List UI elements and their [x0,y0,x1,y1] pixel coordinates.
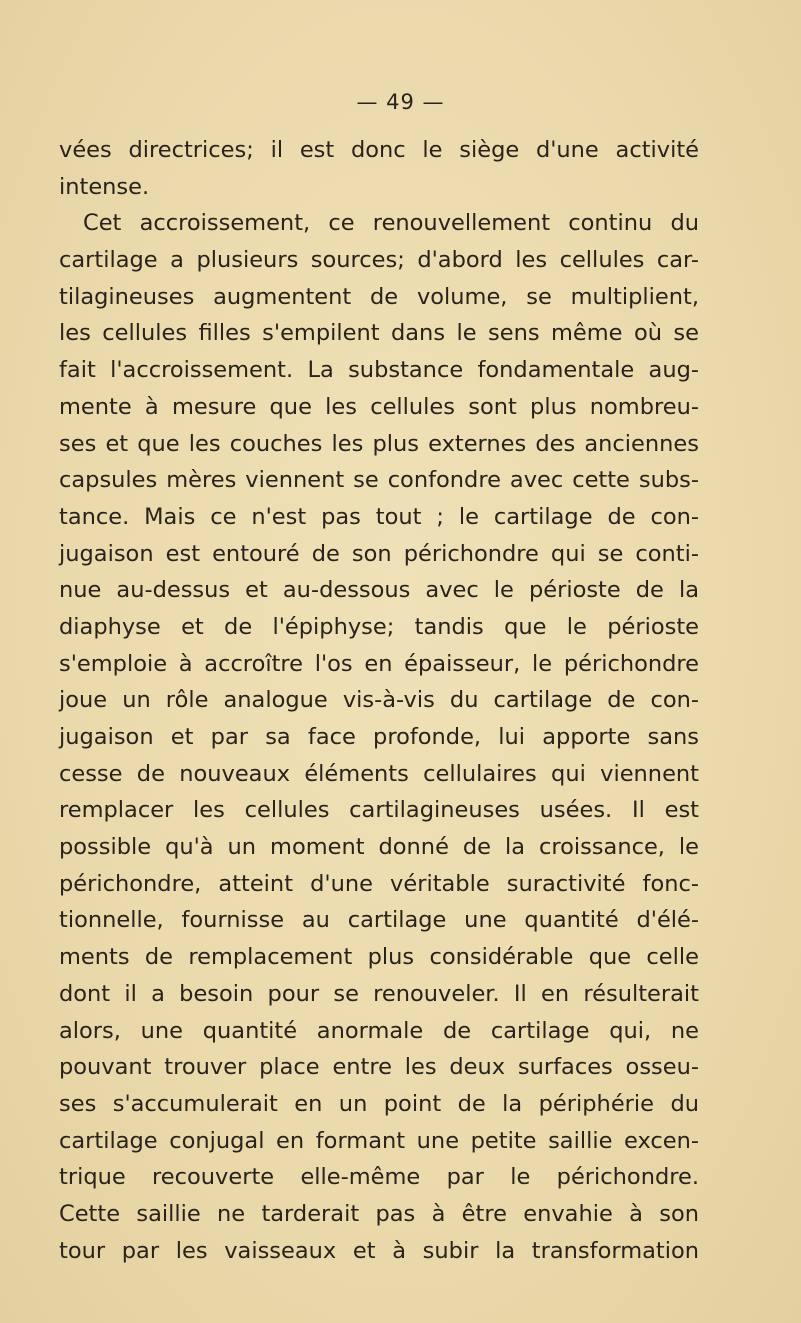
body-text [59,132,699,1269]
text-line: dont il a besoin pour se renouveler. Il en résulterait [59,980,699,1007]
text-line: possible qu'à un moment donné de la croissance, le [59,834,699,861]
text-line: fait l'accroissement. La substance fondamentale aug- [59,357,699,384]
text-line: ses et que les couches les plus externes des anciennes [59,430,699,457]
text-line: alors, une quantité anormale de cartilage qui, ne [59,1017,699,1044]
page-number: — 49 — [356,90,445,114]
text-line: joue un rôle analogue vis-à-vis du cartilage de con- [59,687,699,714]
text-line: périchondre, atteint d'une véritable suractivité fonc- [59,870,699,897]
text-line: ses s'accumulerait en un point de la périphérie du [59,1090,699,1117]
text-line: s'emploie à accroître l'os en épaisseur, le périchondre [59,650,699,677]
text-line: les cellules filles s'empilent dans le sens même où se [59,320,699,347]
text-line: cesse de nouveaux éléments cellulaires qui viennent [59,760,699,787]
text-line: jugaison et par sa face profonde, lui apporte sans [59,724,699,750]
text-line: Cet accroissement, ce renouvellement continu du [83,210,699,237]
text-line: Cette saillie ne tarderait pas à être envahie à son [59,1200,699,1227]
text-line: pouvant trouver place entre les deux surfaces osseu- [59,1054,699,1081]
text-line: tionnelle, fournisse au cartilage une quantité d'élé- [59,907,699,934]
text-line: tour par les vaisseaux et à subir la transformation [59,1237,699,1264]
text-line: jugaison est entouré de son périchondre qui se conti- [59,540,699,567]
text-line: diaphyse et de l'épiphyse; tandis que le périoste [59,613,699,640]
text-line: intense. [59,173,150,200]
text-line: tance. Mais ce n'est pas tout ; le cartilage de con- [59,503,699,530]
text-line: tilagineuses augmentent de volume, se multiplient, [59,283,699,310]
text-line: trique recouverte elle-même par le périchondre. [59,1164,699,1191]
text-line: ments de remplacement plus considérable que celle [59,944,699,971]
text-line: cartilage conjugal en formant une petite saillie excen- [59,1127,699,1154]
text-line: remplacer les cellules cartilagineuses usées. Il est [59,797,699,824]
text-line: nue au-dessus et au-dessous avec le périoste de la [59,577,699,604]
text-line: mente à mesure que les cellules sont plus nombreu- [59,393,699,420]
text-line: cartilage a plusieurs sources; d'abord les cellules car- [59,247,699,274]
text-line: vées directrices; il est donc le siège d'une activité [59,137,699,163]
text-line: capsules mères viennent se confondre avec cette subs- [59,467,699,494]
